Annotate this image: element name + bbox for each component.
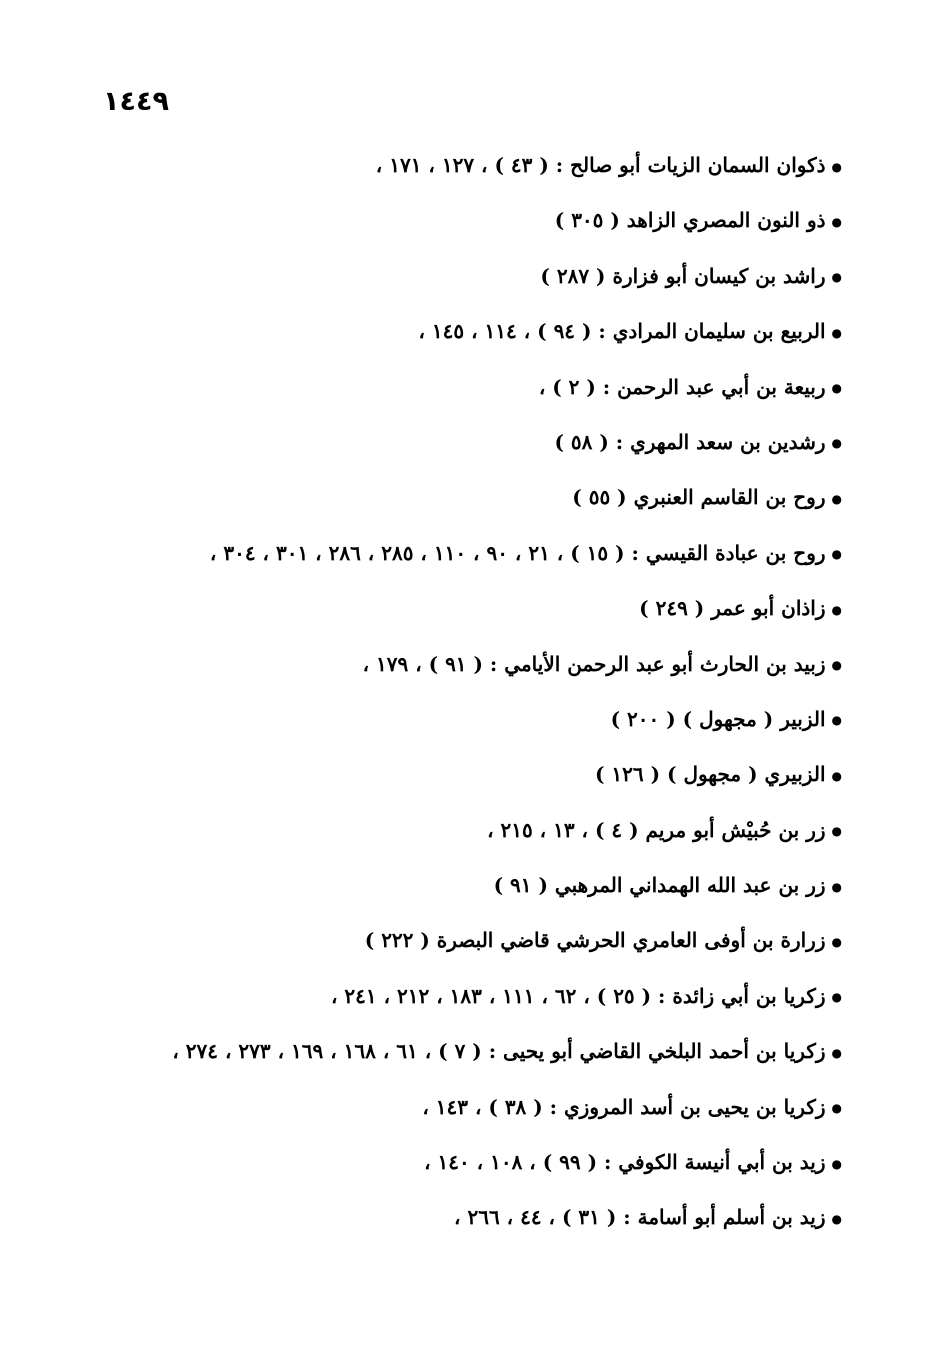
index-entry — [82, 365, 842, 420]
bullet-icon: ● — [831, 602, 842, 617]
index-entry-text: ذو النون المصري الزاهد ( ٣٠٥ ) — [554, 208, 826, 233]
index-entry — [82, 808, 842, 863]
index-entry — [82, 974, 842, 1029]
index-entry — [82, 420, 842, 475]
index-entry-text: راشد بن كيسان أبو فزارة ( ٢٨٧ ) — [540, 263, 826, 288]
index-entry — [82, 1140, 842, 1195]
index-entry-text: الزبيري ( مجهول ) ( ١٢٦ ) — [594, 762, 826, 787]
bullet-icon: ● — [831, 713, 842, 728]
index-entry — [82, 918, 842, 973]
index-entry-text: زكريا بن يحيى بن أسد المروزي : ( ٣٨ ) ، ١٤٣ ، — [422, 1094, 826, 1119]
bullet-icon: ● — [831, 658, 842, 673]
index-entry-text: زيد بن أبي أنيسة الكوفي : ( ٩٩ ) ، ١٠٨ ، ١٤٠ ، — [424, 1150, 826, 1175]
index-entry — [82, 198, 842, 253]
index-entry-list — [82, 143, 842, 1251]
bullet-icon: ● — [831, 491, 842, 506]
bullet-icon: ● — [831, 547, 842, 562]
index-entry-text: زبيد بن الحارث أبو عبد الرحمن الأيامي : ( ٩١ ) ، ١٧٩ ، — [362, 651, 826, 676]
index-entry — [82, 475, 842, 530]
index-entry-text: زيد بن أسلم أبو أسامة : ( ٣١ ) ، ٤٤ ، ٢٦٦ ، — [454, 1205, 826, 1230]
bullet-icon: ● — [831, 1156, 842, 1171]
index-entry — [82, 863, 842, 918]
bullet-icon: ● — [831, 1101, 842, 1116]
bullet-icon: ● — [831, 325, 842, 340]
index-entry — [82, 1195, 842, 1250]
bullet-icon: ● — [831, 768, 842, 783]
index-entry-text: زكريا بن أبي زائدة : ( ٢٥ ) ، ٦٢ ، ١١١ ، ١٨٣ ، ٢١٢ ، ٢٤١ ، — [330, 983, 826, 1008]
bullet-icon: ● — [831, 990, 842, 1005]
index-entry-text: ذكوان السمان الزيات أبو صالح : ( ٤٣ ) ، ١٢٧ ، ١٧١ ، — [375, 153, 826, 177]
bullet-icon: ● — [831, 879, 842, 894]
index-entry-text: زاذان أبو عمر ( ٢٤٩ ) — [639, 596, 826, 621]
bullet-icon: ● — [831, 436, 842, 451]
index-entry-text: الربيع بن سليمان المرادي : ( ٩٤ ) ، ١١٤ ، ١٤٥ ، — [418, 319, 826, 344]
index-entry-text: روح بن عبادة القيسي : ( ١٥ ) ، ٢١ ، ٩٠ ، ١١٠ ، ٢٨٥ ، ٢٨٦ ، ٣٠١ ، ٣٠٤ ، — [209, 540, 826, 565]
index-entry-text: زر بن عبد الله الهمداني المرهبي ( ٩١ ) — [493, 873, 826, 898]
index-entry-text: زر بن حُبيْش أبو مريم ( ٤ ) ، ١٣ ، ٢١٥ ، — [487, 817, 826, 842]
index-entry — [82, 143, 842, 198]
index-entry-text: رشدين بن سعد المهري : ( ٥٨ ) — [554, 429, 826, 454]
bullet-icon: ● — [831, 381, 842, 396]
page-number: ١٤٤٩ — [103, 86, 169, 117]
index-entry — [82, 697, 842, 752]
index-entry — [82, 586, 842, 641]
index-entry — [82, 752, 842, 807]
bullet-icon: ● — [831, 1211, 842, 1226]
index-entry-text: الزبير ( مجهول ) ( ٢٠٠ ) — [610, 706, 826, 731]
index-entry — [82, 309, 842, 364]
bullet-icon: ● — [831, 934, 842, 949]
bullet-icon: ● — [831, 159, 842, 174]
index-entry — [82, 1085, 842, 1140]
index-entry — [82, 531, 842, 586]
bullet-icon: ● — [831, 270, 842, 285]
index-entry-text: زرارة بن أوفى العامري الحرشي قاضي البصرة ( ٢٢٢ ) — [364, 928, 826, 953]
index-entry — [82, 254, 842, 309]
bullet-icon: ● — [831, 824, 842, 839]
bullet-icon: ● — [831, 214, 842, 229]
index-entry — [82, 642, 842, 697]
bullet-icon: ● — [831, 1045, 842, 1060]
index-entry-text: ربيعة بن أبي عبد الرحمن : ( ٢ ) ، — [538, 374, 826, 399]
index-entry-text: روح بن القاسم العنبري ( ٥٥ ) — [572, 485, 826, 510]
index-entry-text: زكريا بن أحمد البلخي القاضي أبو يحيى : ( ٧ ) ، ٦١ ، ١٦٨ ، ١٦٩ ، ٢٧٣ ، ٢٧٤ ، — [172, 1039, 826, 1064]
index-entry — [82, 1029, 842, 1084]
